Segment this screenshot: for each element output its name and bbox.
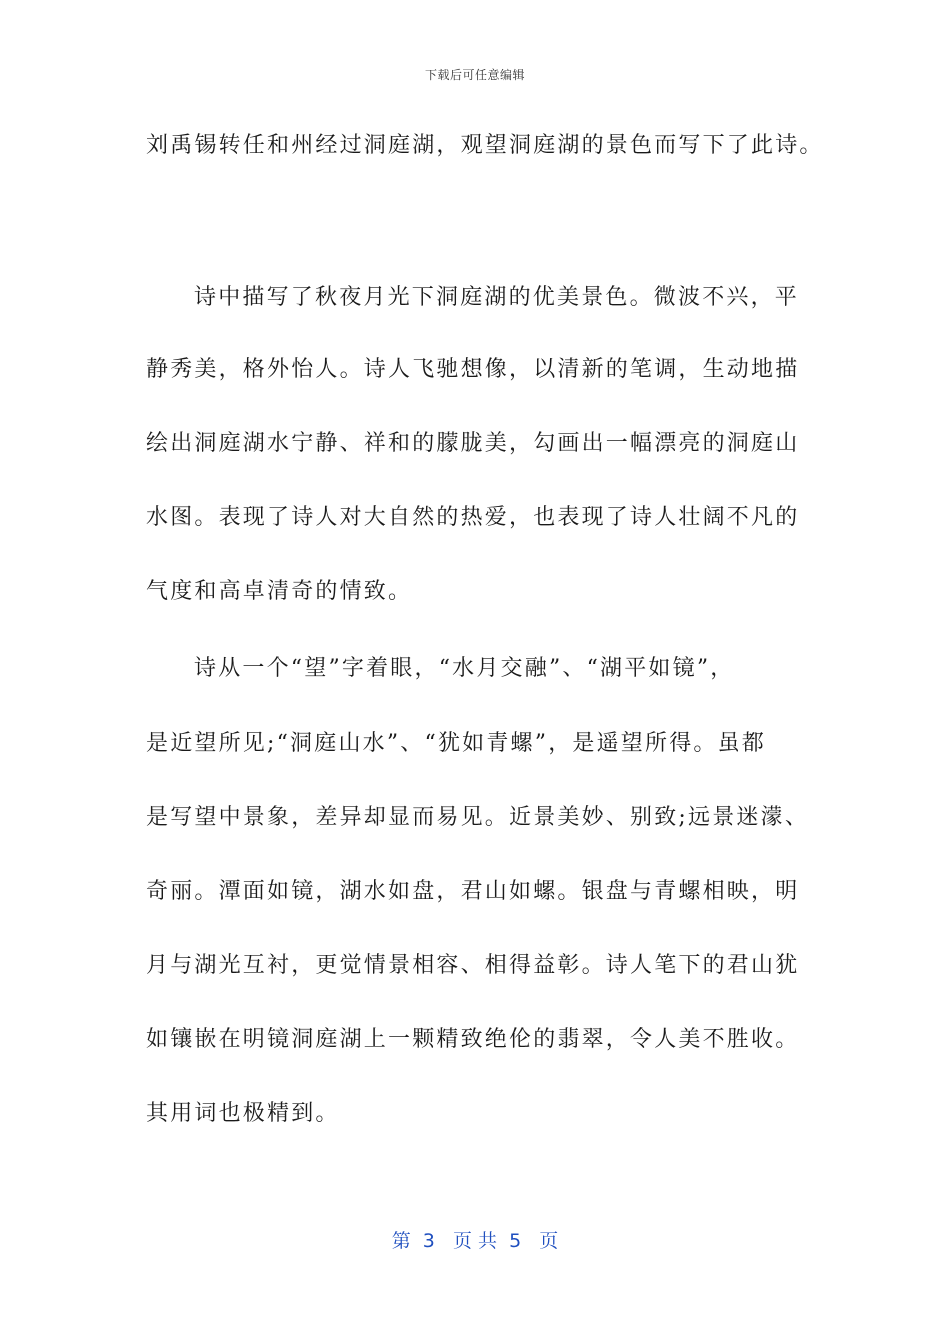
paragraph-line: 诗从一个“望”字着眼，“水月交融”、“湖平如镜”，	[194, 656, 735, 681]
paragraph-line: 刘禹锡转任和州经过洞庭湖，观望洞庭湖的景色而写下了此诗。	[146, 133, 824, 158]
page-header: 下载后可任意编辑	[424, 68, 525, 82]
paragraph-line: 如镶嵌在明镜洞庭湖上一颗精致绝伦的翡翠，令人美不胜收。	[146, 1027, 800, 1052]
paragraph-line: 是近望所见;“洞庭山水”、“犹如青螺”，是遥望所得。虽都	[146, 731, 767, 756]
paragraph-line: 绘出洞庭湖水宁静、祥和的朦胧美，勾画出一幅漂亮的洞庭山	[146, 431, 800, 456]
paragraph-line: 奇丽。潭面如镜，湖水如盘，君山如螺。银盘与青螺相映，明	[146, 879, 800, 904]
paragraph-line: 是写望中景象，差异却显而易见。近景美妙、别致;远景迷濛、	[146, 805, 810, 830]
paragraph-line: 气度和高卓清奇的情致。	[146, 579, 413, 604]
page-number-footer: 第 3 页 共 5 页	[391, 1230, 559, 1252]
paragraph-line: 诗中描写了秋夜月光下洞庭湖的优美景色。微波不兴，平	[194, 285, 800, 310]
paragraph-line: 水图。表现了诗人对大自然的热爱，也表现了诗人壮阔不凡的	[146, 505, 800, 530]
paragraph-line: 月与湖光互衬，更觉情景相容、相得益彰。诗人笔下的君山犹	[146, 953, 800, 978]
paragraph-line: 其用词也极精到。	[146, 1101, 340, 1126]
paragraph-line: 静秀美，格外怡人。诗人飞驰想像，以清新的笔调，生动地描	[146, 357, 800, 382]
